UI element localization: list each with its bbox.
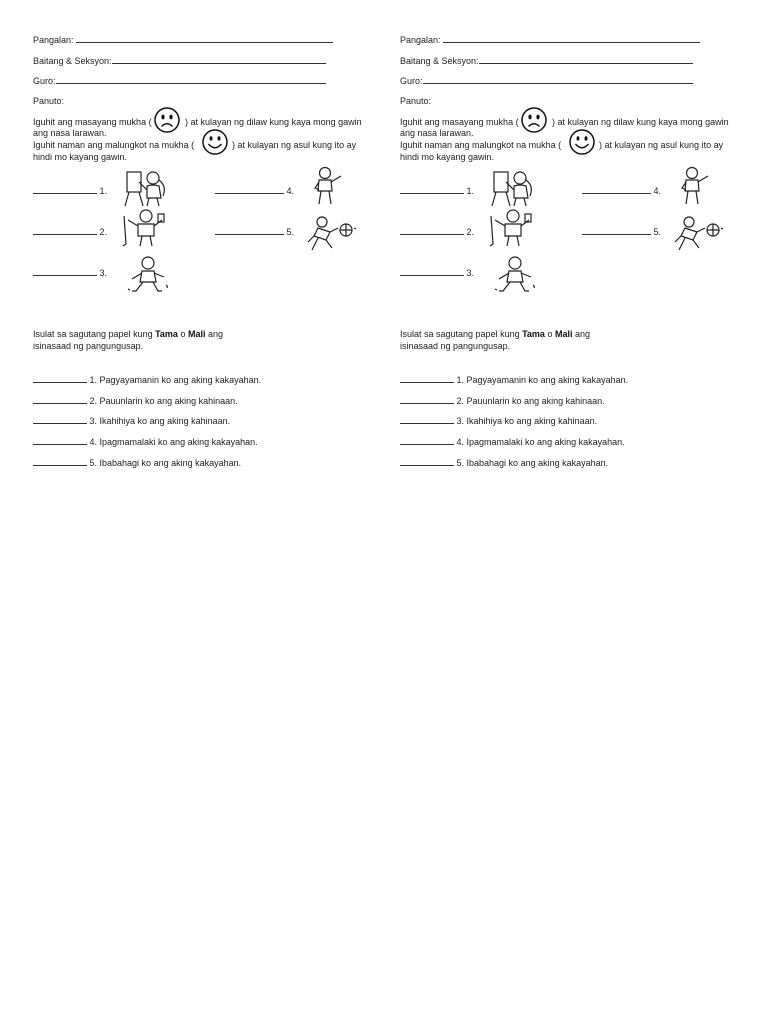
statement-5[interactable]: 5. Ibabahagi ko ang aking kakayahan. <box>400 457 608 469</box>
ball-playing-child-icon <box>306 214 358 254</box>
section-label: Baitang & Seksyon: <box>33 56 112 66</box>
name-label: Pangalan: <box>33 35 74 45</box>
section-field[interactable] <box>400 55 693 67</box>
sad-face-icon <box>153 106 181 134</box>
statement-5[interactable]: 5. Ibabahagi ko ang aking kakayahan. <box>33 457 241 469</box>
statement-1[interactable]: 1. Pagyayamanin ko ang aking kakayahan. <box>400 374 628 386</box>
statement-3[interactable]: 3. Ikahihiya ko ang aking kahinaan. <box>400 415 597 427</box>
part2-instruction-line-1: Isulat sa sagutang papel kung Tama o Mali ang <box>33 329 223 339</box>
sad-face-icon <box>520 106 548 134</box>
statement-2[interactable]: 2. Pauunlarin ko ang aking kahinaan. <box>33 395 238 407</box>
singing-child-icon <box>670 166 716 206</box>
ball-playing-child-icon <box>673 214 725 254</box>
picture-item-3[interactable]: 3. <box>33 267 107 279</box>
section-field[interactable] <box>33 55 326 67</box>
mali-word: Mali <box>554 329 573 339</box>
painting-child-icon <box>123 168 169 208</box>
statement-3[interactable]: 3. Ikahihiya ko ang aking kahinaan. <box>33 415 230 427</box>
name-field[interactable] <box>33 34 333 46</box>
part2-instruction-line-1: Isulat sa sagutang papel kung Tama o Mali ang <box>400 329 590 339</box>
instruction-line-1a: Iguhit ang masayang mukha ( <box>400 117 519 127</box>
worksheet-right <box>367 0 727 480</box>
picture-item-5[interactable]: 5. <box>582 226 661 238</box>
statement-4[interactable]: 4. Ipagmamalaki ko ang aking kakayahan. <box>400 436 625 448</box>
instruction-line-3a: Iguhit naman ang malungkot na mukha ( <box>400 140 562 150</box>
directions-label: Panuto: <box>400 96 432 106</box>
happy-face-icon <box>201 128 229 156</box>
mali-word: Mali <box>187 329 206 339</box>
instruction-line-1b: ) at kulayan ng dilaw kung kaya mong gawin <box>552 117 729 127</box>
teacher-field[interactable] <box>33 75 326 87</box>
part2-instruction-line-2: isinasaad ng pangungusap. <box>400 341 511 351</box>
picture-item-2[interactable]: 2. <box>400 226 474 238</box>
picture-item-1[interactable]: 1. <box>33 185 107 197</box>
sweeping-child-icon <box>487 208 533 248</box>
instruction-line-3b: ) at kulayan ng asul kung ito ay <box>599 140 724 150</box>
section-label: Baitang & Seksyon: <box>400 56 479 66</box>
instruction-line-4: hindi mo kayang gawin. <box>33 152 128 162</box>
instruction-line-3b: ) at kulayan ng asul kung ito ay <box>232 140 357 150</box>
picture-item-4[interactable]: 4. <box>582 185 661 197</box>
picture-item-4[interactable]: 4. <box>215 185 294 197</box>
tama-word: Tama <box>522 329 545 339</box>
dancing-child-icon <box>126 255 172 295</box>
painting-child-icon <box>490 168 536 208</box>
directions-label: Panuto: <box>33 96 65 106</box>
tama-word: Tama <box>155 329 178 339</box>
statement-1[interactable]: 1. Pagyayamanin ko ang aking kakayahan. <box>33 374 261 386</box>
picture-item-1[interactable]: 1. <box>400 185 474 197</box>
instruction-line-2: ang nasa larawan. <box>33 128 107 138</box>
picture-item-3[interactable]: 3. <box>400 267 474 279</box>
worksheet-left <box>0 0 360 480</box>
instruction-line-1b: ) at kulayan ng dilaw kung kaya mong gawin <box>185 117 362 127</box>
happy-face-icon <box>568 128 596 156</box>
name-field[interactable] <box>400 34 700 46</box>
sweeping-child-icon <box>120 208 166 248</box>
teacher-field[interactable] <box>400 75 693 87</box>
picture-item-2[interactable]: 2. <box>33 226 107 238</box>
picture-item-5[interactable]: 5. <box>215 226 294 238</box>
part2-instruction-line-2: isinasaad ng pangungusap. <box>33 341 144 351</box>
statement-2[interactable]: 2. Pauunlarin ko ang aking kahinaan. <box>400 395 605 407</box>
instruction-line-1a: Iguhit ang masayang mukha ( <box>33 117 152 127</box>
teacher-label: Guro: <box>400 76 423 86</box>
instruction-line-2: ang nasa larawan. <box>400 128 474 138</box>
name-label: Pangalan: <box>400 35 441 45</box>
dancing-child-icon <box>493 255 539 295</box>
teacher-label: Guro: <box>33 76 56 86</box>
singing-child-icon <box>303 166 349 206</box>
instruction-line-3a: Iguhit naman ang malungkot na mukha ( <box>33 140 195 150</box>
statement-4[interactable]: 4. Ipagmamalaki ko ang aking kakayahan. <box>33 436 258 448</box>
instruction-line-4: hindi mo kayang gawin. <box>400 152 495 162</box>
